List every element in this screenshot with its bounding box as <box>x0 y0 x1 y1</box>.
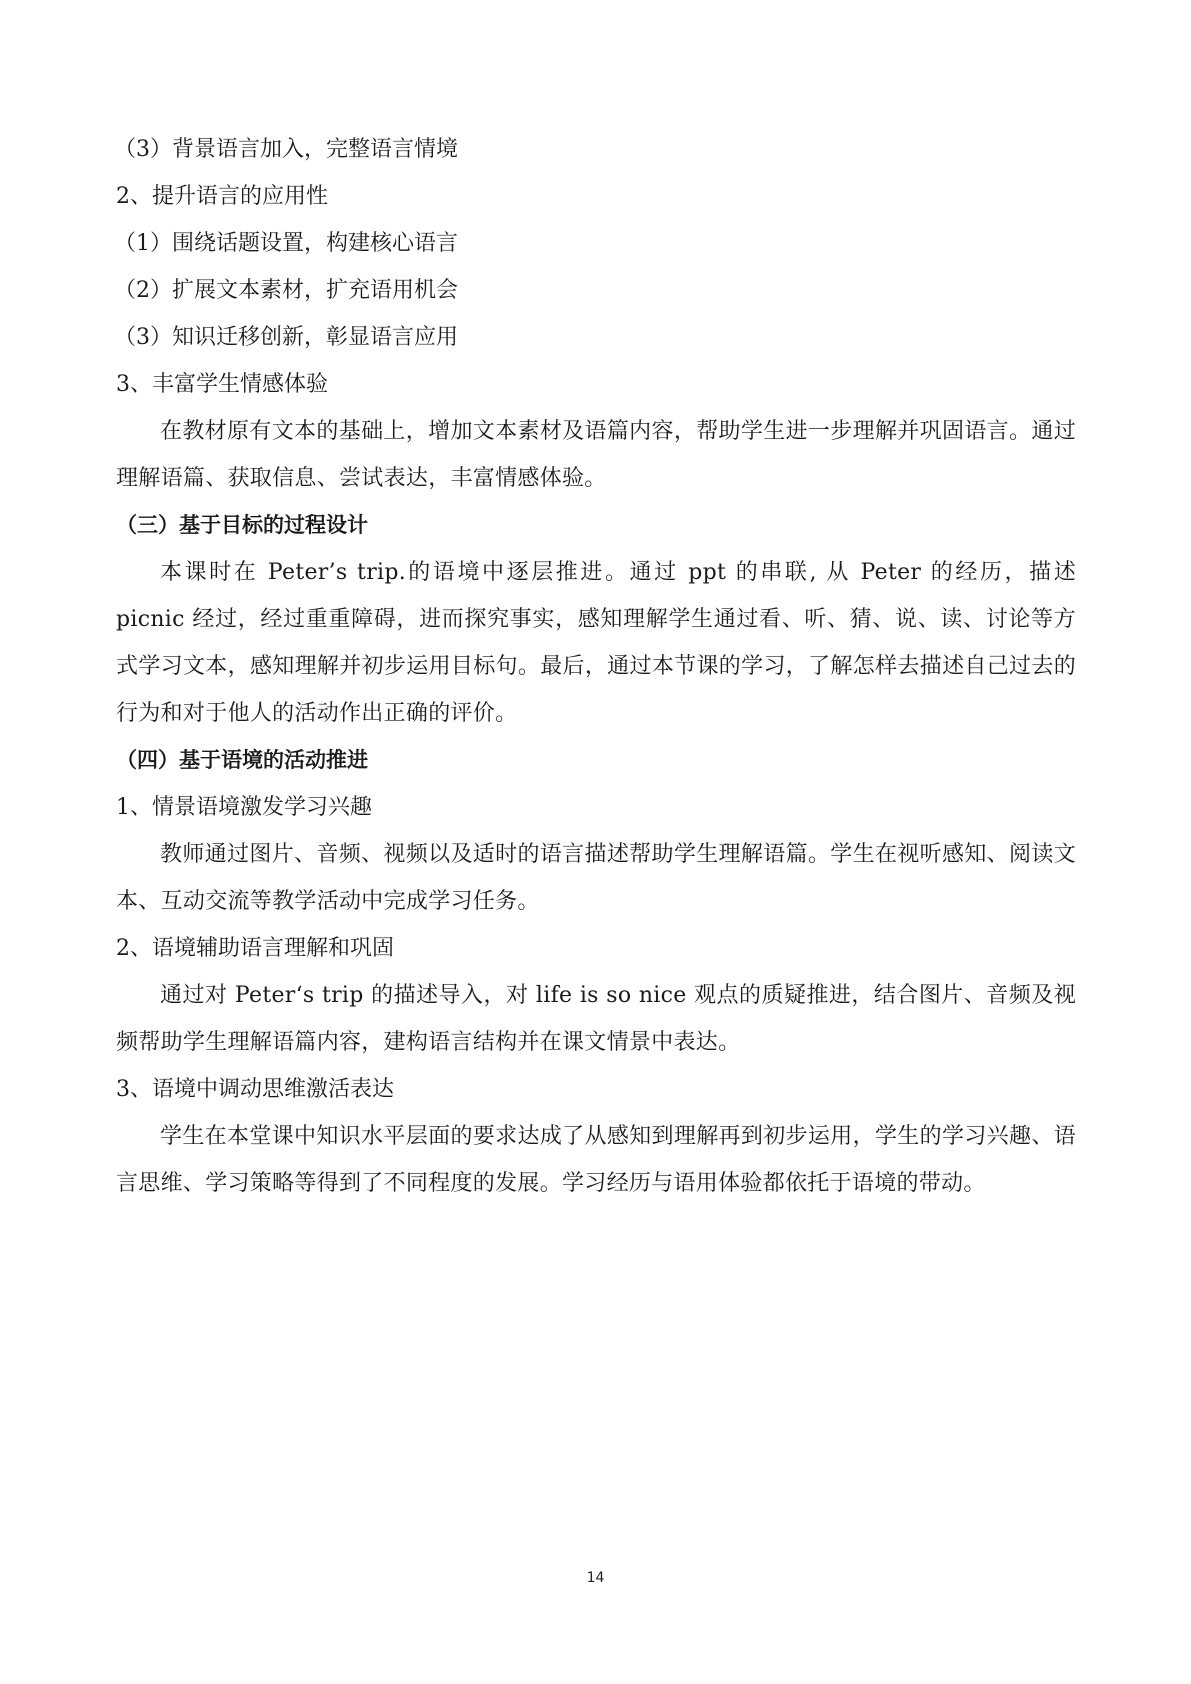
bold-heading: （四）基于语境的活动推进 <box>116 748 368 772</box>
list-item: （2）扩展文本素材，扩充语用机会 <box>114 278 458 303</box>
section-heading: 1、情景语境激发学习兴趣 <box>116 795 372 820</box>
bold-heading: （三）基于目标的过程设计 <box>116 513 368 537</box>
paragraph: 本课时在 Peter’s trip.的语境中逐层推进。通过 ppt 的串联, 从 Peter 的经历，描述 picnic 经过，经过重重障碍，进而探究事实，感知理解学生通过看、听、猜、说、读、讨论等方式学习文本，感知理解并初步运用目标句。最后，通过本节课的学习，了解怎样去描述自己过去的行为和对于他人的活动作出正确的评价。 <box>116 560 1076 726</box>
list-item: （1）围绕话题设置，构建核心语言 <box>114 231 458 256</box>
paragraph: 通过对 Peter‘s trip 的描述导入，对 life is so nice 观点的质疑推进，结合图片、音频及视频帮助学生理解语篇内容，建构语言结构并在课文情景中表达。 <box>116 983 1076 1055</box>
section-heading: 3、语境中调动思维激活表达 <box>116 1077 394 1102</box>
page-content <box>116 126 1076 1207</box>
list-item: （3）背景语言加入，完整语言情境 <box>114 137 458 162</box>
page-number: 14 <box>586 1570 605 1586</box>
paragraph: 在教材原有文本的基础上，增加文本素材及语篇内容，帮助学生进一步理解并巩固语言。通过理解语篇、获取信息、尝试表达，丰富情感体验。 <box>116 419 1076 491</box>
section-heading: 2、语境辅助语言理解和巩固 <box>116 936 394 961</box>
paragraph: 教师通过图片、音频、视频以及适时的语言描述帮助学生理解语篇。学生在视听感知、阅读文本、互动交流等教学活动中完成学习任务。 <box>116 842 1076 914</box>
section-heading: 2、提升语言的应用性 <box>116 184 328 209</box>
section-heading: 3、丰富学生情感体验 <box>116 372 328 397</box>
list-item: （3）知识迁移创新，彰显语言应用 <box>114 325 458 350</box>
paragraph: 学生在本堂课中知识水平层面的要求达成了从感知到理解再到初步运用，学生的学习兴趣、语言思维、学习策略等得到了不同程度的发展。学习经历与语用体验都依托于语境的带动。 <box>116 1124 1076 1196</box>
